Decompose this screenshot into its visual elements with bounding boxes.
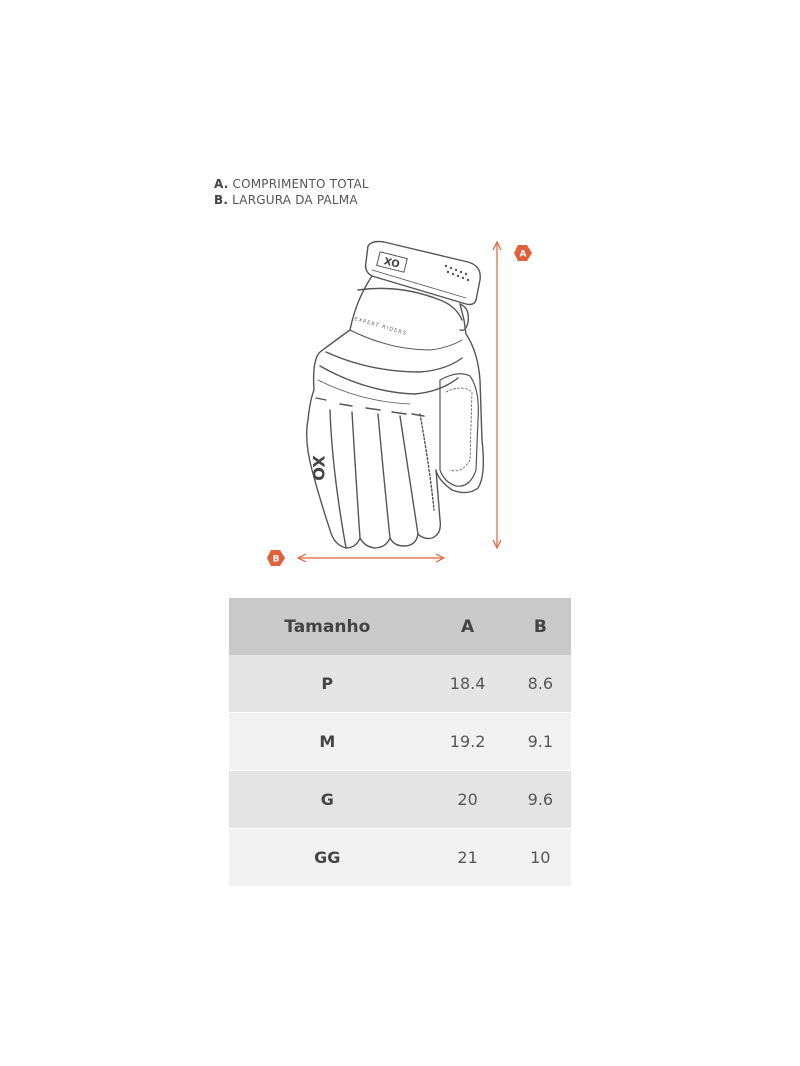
header-tamanho: Tamanho xyxy=(229,598,426,655)
glove-illustration xyxy=(307,242,484,549)
table-header-row xyxy=(229,598,571,655)
cell-size: G xyxy=(229,771,426,829)
marker-b-label: B xyxy=(272,554,280,565)
glove-print-text: EXPERT RIDERS xyxy=(353,316,408,338)
strap-perforations xyxy=(445,265,469,281)
cell-size: GG xyxy=(229,829,426,887)
cell-b: 10 xyxy=(510,829,571,887)
cell-size: M xyxy=(229,713,426,771)
legend-text-a: COMPRIMENTO TOTAL xyxy=(232,177,369,191)
strap-logo-text: XO xyxy=(382,256,401,271)
table-row xyxy=(229,655,571,713)
header-b: B xyxy=(510,598,571,655)
table-row xyxy=(229,713,571,771)
glove-thumb xyxy=(440,374,478,486)
cell-a: 21 xyxy=(426,829,510,887)
measurement-a xyxy=(493,242,532,548)
table-row xyxy=(229,771,571,829)
legend-key-b: B. xyxy=(214,193,229,207)
strap-logo xyxy=(377,252,408,272)
header-a: A xyxy=(426,598,510,655)
legend-text-b: LARGURA DA PALMA xyxy=(232,193,358,207)
side-logo xyxy=(309,455,328,480)
marker-a-label: A xyxy=(519,249,527,260)
side-logo-text: XO xyxy=(309,455,328,481)
size-table xyxy=(229,598,571,886)
cell-a: 18.4 xyxy=(426,655,510,713)
cell-a: 20 xyxy=(426,771,510,829)
table-row xyxy=(229,829,571,887)
cell-size: P xyxy=(229,655,426,713)
cell-a: 19.2 xyxy=(426,713,510,771)
measurement-b xyxy=(267,550,444,566)
cell-b: 9.6 xyxy=(510,771,571,829)
legend-key-a: A. xyxy=(214,177,229,191)
cell-b: 8.6 xyxy=(510,655,571,713)
cell-b: 9.1 xyxy=(510,713,571,771)
